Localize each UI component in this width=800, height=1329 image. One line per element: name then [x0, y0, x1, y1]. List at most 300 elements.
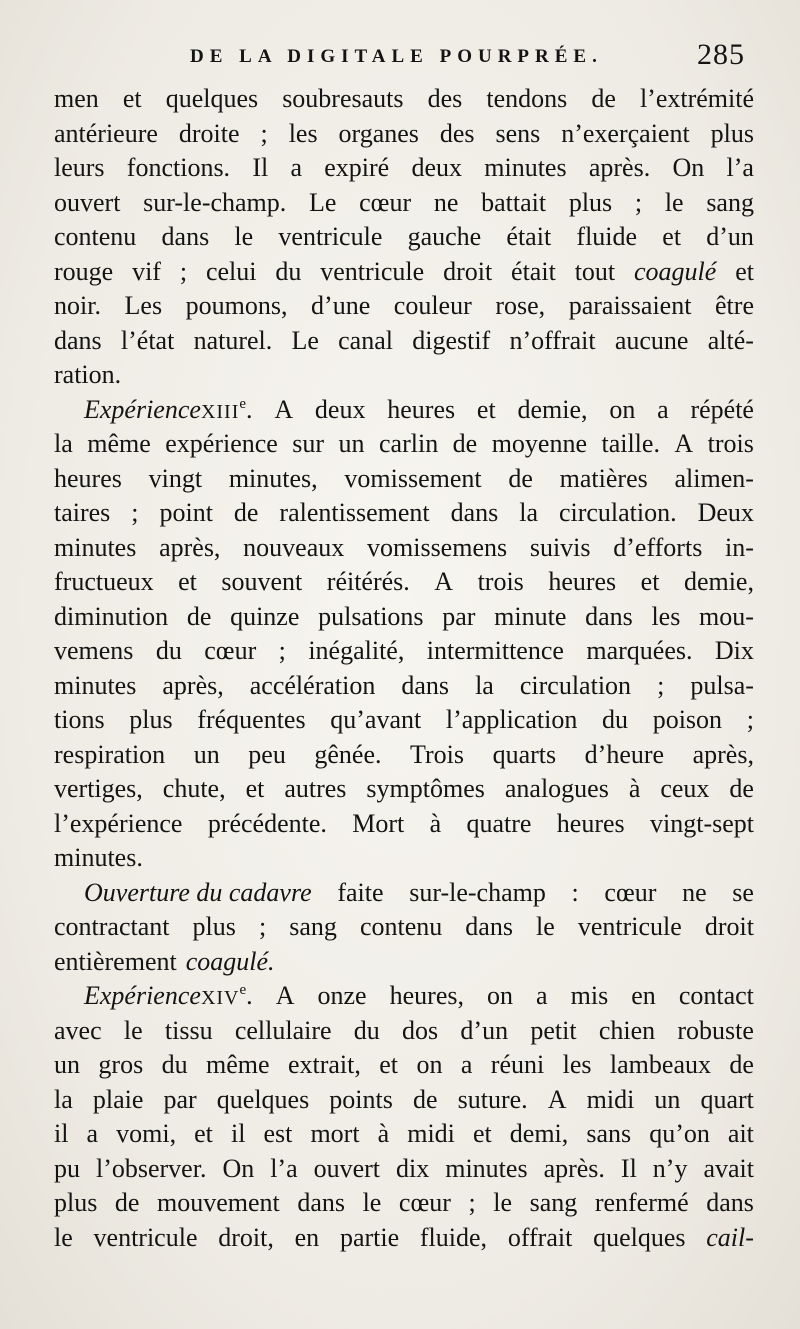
text-line [54, 1221, 754, 1256]
word: ventricule [93, 1222, 198, 1252]
word: Il [620, 1153, 637, 1183]
word: plus [710, 118, 754, 148]
text-line [54, 151, 754, 186]
text-line [54, 496, 754, 531]
word: ne [682, 877, 707, 907]
word: on [487, 981, 514, 1010]
word: Deux [697, 498, 754, 527]
word: peu [248, 739, 286, 769]
word: après, [159, 532, 221, 562]
word: droit [443, 256, 493, 286]
word: celui [205, 256, 257, 286]
word: le [664, 187, 684, 217]
word: la [54, 1084, 73, 1114]
word: contractant [54, 912, 170, 941]
word: carlin [379, 429, 439, 458]
word: contenu [359, 912, 443, 941]
word: ralentissement [279, 498, 430, 527]
word: petit [530, 1015, 577, 1045]
word: extrait, [287, 1050, 361, 1079]
word: du [602, 705, 629, 734]
word: sur-le-champ [409, 877, 546, 907]
word: trois [707, 429, 754, 458]
word: dans [297, 1188, 346, 1217]
word: vingt [148, 463, 203, 493]
word: suivis [529, 532, 591, 562]
word: heures [54, 463, 122, 493]
word: taires [54, 498, 111, 527]
word: d’un [460, 1015, 509, 1045]
word: n’exerçaient [561, 118, 690, 148]
word: est [263, 1119, 293, 1148]
word: rose, [495, 291, 546, 320]
word: expérience [165, 429, 278, 458]
word: leurs [54, 153, 105, 182]
word: ; [657, 670, 665, 700]
word: renfermé [594, 1188, 689, 1217]
word: plaie [92, 1084, 144, 1114]
word: heures, [389, 981, 464, 1010]
word: quarts [492, 739, 557, 769]
word: minute [494, 601, 567, 631]
word: ; [131, 498, 139, 527]
text-line [54, 841, 754, 876]
word: de [591, 84, 616, 113]
word: dos [402, 1015, 439, 1045]
word: moyenne [491, 429, 587, 458]
word: trois [477, 567, 524, 596]
word: vertiges, [54, 774, 143, 803]
word: Il [252, 153, 269, 182]
text-line [54, 1117, 754, 1152]
word: sans [586, 1119, 632, 1148]
ordinal-superscript: e [239, 395, 247, 412]
word: l’application [445, 705, 578, 734]
word: a [86, 1119, 99, 1148]
word: fluide, [419, 1222, 488, 1252]
word: ceux [660, 774, 710, 803]
word: répété [690, 394, 754, 424]
word: dans [54, 325, 102, 355]
word: quelques [216, 1084, 310, 1114]
word: mis [570, 981, 609, 1010]
word: tendons [486, 84, 568, 113]
word: un [654, 1084, 681, 1114]
word: deux [411, 153, 463, 182]
word: deux [314, 394, 366, 424]
word: point [159, 498, 213, 527]
word: quinze [230, 601, 300, 631]
word: le [536, 912, 555, 941]
word: cœur [604, 877, 657, 907]
word: sens [495, 118, 541, 148]
text-line [54, 600, 754, 635]
word: dans [465, 912, 513, 941]
text-line [54, 117, 754, 152]
word: était [506, 222, 552, 251]
word: Dix [714, 636, 754, 665]
word: A [674, 429, 694, 458]
word: plus [129, 705, 173, 734]
text-line [54, 186, 754, 221]
word: même [206, 1050, 270, 1079]
word: soubresauts [282, 84, 404, 113]
word: ; [179, 256, 188, 286]
text-line [54, 1152, 754, 1187]
word: cœur [204, 636, 257, 665]
ordinal-superscript: e [239, 982, 247, 998]
word: vemens [54, 636, 134, 665]
word: circulation [519, 670, 632, 700]
word: a [657, 394, 669, 424]
word: couleur [393, 291, 472, 320]
word: du [353, 1015, 380, 1045]
word: plus [568, 187, 613, 217]
word: fructueux [54, 567, 154, 596]
word: un [338, 429, 365, 458]
text-line [54, 772, 754, 807]
word: contenu [54, 222, 137, 251]
word: digestif [412, 325, 491, 355]
word: par [163, 1084, 197, 1114]
text-line [54, 910, 754, 945]
word: quelques [593, 1222, 686, 1252]
word: chien [598, 1015, 656, 1045]
word: précédente. [207, 808, 327, 838]
text-line [54, 427, 754, 462]
word: a [536, 981, 548, 1010]
word: il [54, 1119, 69, 1148]
word: in- [725, 532, 754, 562]
word: Les [124, 291, 163, 320]
text-line [54, 1083, 754, 1118]
word: ; [634, 187, 643, 217]
word: A [275, 981, 295, 1010]
word: à [429, 808, 442, 838]
word: rouge [54, 256, 114, 286]
word: pu [54, 1153, 80, 1183]
word: de [452, 429, 478, 458]
word: pulsa- [690, 670, 754, 700]
word: midi [407, 1119, 455, 1148]
word: de [729, 774, 754, 803]
text-line [54, 945, 754, 980]
word: dans [706, 1188, 754, 1217]
word: minutes [484, 153, 567, 182]
word: et [476, 394, 496, 424]
italic-term: Ouverture du cadavre [84, 877, 312, 907]
word: On [672, 153, 705, 182]
word: heures [548, 567, 617, 596]
word: cœur [359, 187, 412, 217]
word: qu’on [649, 1119, 710, 1148]
word: robuste [677, 1015, 754, 1045]
word: minutes. [54, 843, 143, 872]
word: ventricule [577, 912, 682, 941]
word: a [290, 153, 302, 182]
word: après, [162, 670, 224, 700]
line-lead: ExpérienceXIII$^e$. [84, 393, 253, 430]
running-title: DE LA DIGITALE POURPRÉE. [190, 46, 603, 67]
word: on [609, 394, 636, 424]
word: A [274, 394, 294, 424]
word: ; [278, 636, 286, 665]
word: les [562, 1050, 592, 1079]
word: poumons, [185, 291, 288, 320]
word: aucune [614, 325, 689, 355]
text-line [54, 324, 754, 359]
word: ait [727, 1119, 754, 1148]
word: droite [178, 118, 240, 148]
word: était [511, 256, 556, 286]
word: et [735, 256, 754, 286]
word: A [434, 567, 454, 596]
word: offrait [507, 1222, 573, 1252]
word: sur [292, 429, 325, 458]
text-line [54, 565, 754, 600]
text-line [54, 979, 754, 1014]
text-line [54, 255, 754, 290]
word: demie, [517, 394, 588, 424]
word: fonctions. [126, 153, 231, 182]
word: demi, [509, 1119, 569, 1148]
word: dans [585, 601, 633, 631]
word: dix [396, 1153, 430, 1183]
text-line [54, 1186, 754, 1221]
word: d’une [311, 291, 371, 320]
word: pulsations [318, 601, 424, 631]
word: vingt-sept [650, 808, 754, 838]
word: alimen- [674, 463, 754, 493]
word: d’heure [584, 739, 665, 769]
word: ventricule [320, 256, 425, 286]
word: mort [310, 1119, 360, 1148]
word: de [114, 1188, 140, 1217]
word: symptômes [366, 774, 485, 803]
word: quart [700, 1084, 754, 1114]
word: de [729, 1050, 754, 1079]
word: de [233, 498, 259, 527]
word: ouvert [313, 1153, 381, 1183]
word: points [329, 1084, 393, 1114]
word: réuni [490, 1050, 545, 1079]
word: autres [284, 774, 347, 803]
word: et [472, 1119, 492, 1148]
word: ; [746, 705, 754, 734]
word: et [245, 774, 265, 803]
word: canal [338, 325, 393, 355]
word: mou- [699, 601, 754, 631]
roman-numeral: XIV [200, 987, 240, 1009]
word: l’a [726, 153, 754, 182]
word: dans [401, 670, 450, 700]
word: qu’avant [330, 705, 422, 734]
word: cellulaire [234, 1015, 332, 1045]
word: être [715, 291, 754, 320]
text-line [54, 220, 754, 255]
word: il [230, 1119, 246, 1148]
word: droit, [218, 1222, 274, 1252]
word: gauche [407, 222, 482, 251]
word: Le [309, 187, 337, 217]
word: la [475, 670, 494, 700]
word: fluide [576, 222, 638, 251]
word: et [178, 567, 197, 596]
word: dans [450, 498, 499, 527]
word: l’expérience [54, 808, 183, 838]
word: après. [543, 1153, 605, 1183]
word: les [288, 118, 318, 148]
word: gros [98, 1050, 144, 1079]
word: l’observer. [95, 1153, 207, 1183]
word: onze [317, 981, 367, 1010]
word: un [193, 739, 220, 769]
page-number: 285 [697, 38, 745, 71]
word: vif [132, 256, 161, 286]
word: le [123, 1015, 143, 1045]
word: quatre [466, 808, 532, 838]
word: partie [339, 1222, 400, 1252]
word: Mort [352, 808, 405, 838]
word: fréquentes [197, 705, 306, 734]
text-line [54, 289, 754, 324]
word: matières [559, 463, 648, 493]
word: tions [54, 705, 105, 734]
word: tout [574, 256, 616, 286]
text-line [54, 876, 754, 911]
word: heures [556, 808, 625, 838]
word: après. [588, 153, 651, 182]
text-line [54, 531, 754, 566]
word: On [222, 1153, 255, 1183]
body-text [54, 82, 754, 1255]
line-lead: ExpérienceXIV$^e$. [84, 979, 253, 1016]
italic-term: Expérience [84, 394, 201, 424]
word: et [194, 1119, 213, 1148]
word: A [547, 1084, 567, 1114]
word: ; [258, 912, 267, 941]
word: des [439, 118, 475, 148]
word: analogues [504, 774, 609, 803]
word: avec [54, 1015, 102, 1045]
word: cœur [398, 1188, 451, 1217]
word: même [87, 429, 151, 458]
word: et [379, 1050, 399, 1079]
word: Le [291, 325, 319, 355]
word: ; [260, 118, 268, 148]
italic-term: Expérience [84, 981, 201, 1010]
word: marquées. [586, 636, 693, 665]
word: du [161, 1050, 188, 1079]
word: battait [481, 187, 547, 217]
word: ne [433, 187, 459, 217]
word: minutes [54, 532, 137, 562]
word: organes [338, 118, 419, 148]
word: vomissement [344, 463, 482, 493]
word: naturel. [193, 325, 273, 355]
word: l’état [120, 325, 175, 355]
word: vomissemens [367, 532, 508, 562]
word: mouvement [157, 1188, 280, 1217]
word: réitérés. [326, 567, 410, 596]
word: Trois [410, 739, 465, 769]
word: coagulé. [185, 946, 275, 976]
word: on [416, 1050, 443, 1079]
word: minutes [445, 1153, 528, 1183]
word: sur-le-champ. [143, 187, 287, 217]
word: suture. [457, 1084, 528, 1114]
word: droit [704, 912, 754, 941]
word: coagulé [634, 256, 717, 286]
word: des [427, 84, 463, 113]
word: souvent [221, 567, 303, 596]
word: à [377, 1119, 390, 1148]
word: entièrement [54, 946, 177, 976]
text-line [54, 82, 754, 117]
word: vomi, [116, 1119, 177, 1148]
word: à [628, 774, 641, 803]
word: du [155, 636, 182, 665]
word: le [234, 222, 254, 251]
word: minutes [54, 670, 137, 700]
text-line [54, 738, 754, 773]
text-line [54, 462, 754, 497]
text-line [54, 807, 754, 842]
word: sang [529, 1188, 578, 1217]
word: les [651, 601, 681, 631]
word: dans [161, 222, 210, 251]
word: en [294, 1222, 320, 1252]
word: ventricule [278, 222, 383, 251]
word: demie, [683, 567, 754, 596]
word: sang [289, 912, 337, 941]
text-line [54, 358, 754, 393]
word: de [412, 1084, 438, 1114]
word: : [571, 877, 579, 907]
word: de [508, 463, 533, 493]
word: expiré [324, 153, 390, 182]
word: paraissaient [568, 291, 692, 320]
word: ; [468, 1188, 476, 1217]
word: du [275, 256, 302, 286]
word: circulation. [558, 498, 677, 527]
word: ouvert [54, 187, 121, 217]
word: d’un [706, 222, 754, 251]
word: respiration [54, 739, 166, 769]
word: poison [652, 705, 723, 734]
word: la [519, 498, 538, 527]
word: le [362, 1188, 382, 1217]
word: n’y [652, 1153, 688, 1183]
word: l’extrémité [639, 84, 754, 113]
word: plus [192, 912, 236, 941]
word: ration. [54, 360, 122, 389]
word: accélération [249, 670, 376, 700]
word: inégalité, [308, 636, 405, 665]
word: et [662, 222, 682, 251]
word: en [631, 981, 656, 1010]
word: antérieure [54, 118, 158, 148]
word: faite [337, 877, 384, 907]
word: chute, [162, 774, 226, 803]
word: alté- [707, 325, 754, 355]
word: après, [692, 739, 754, 769]
word: minutes, [228, 463, 318, 493]
word: midi [586, 1084, 635, 1114]
word: quelques [165, 84, 259, 113]
word: men [54, 84, 99, 113]
word: cail- [706, 1222, 754, 1252]
